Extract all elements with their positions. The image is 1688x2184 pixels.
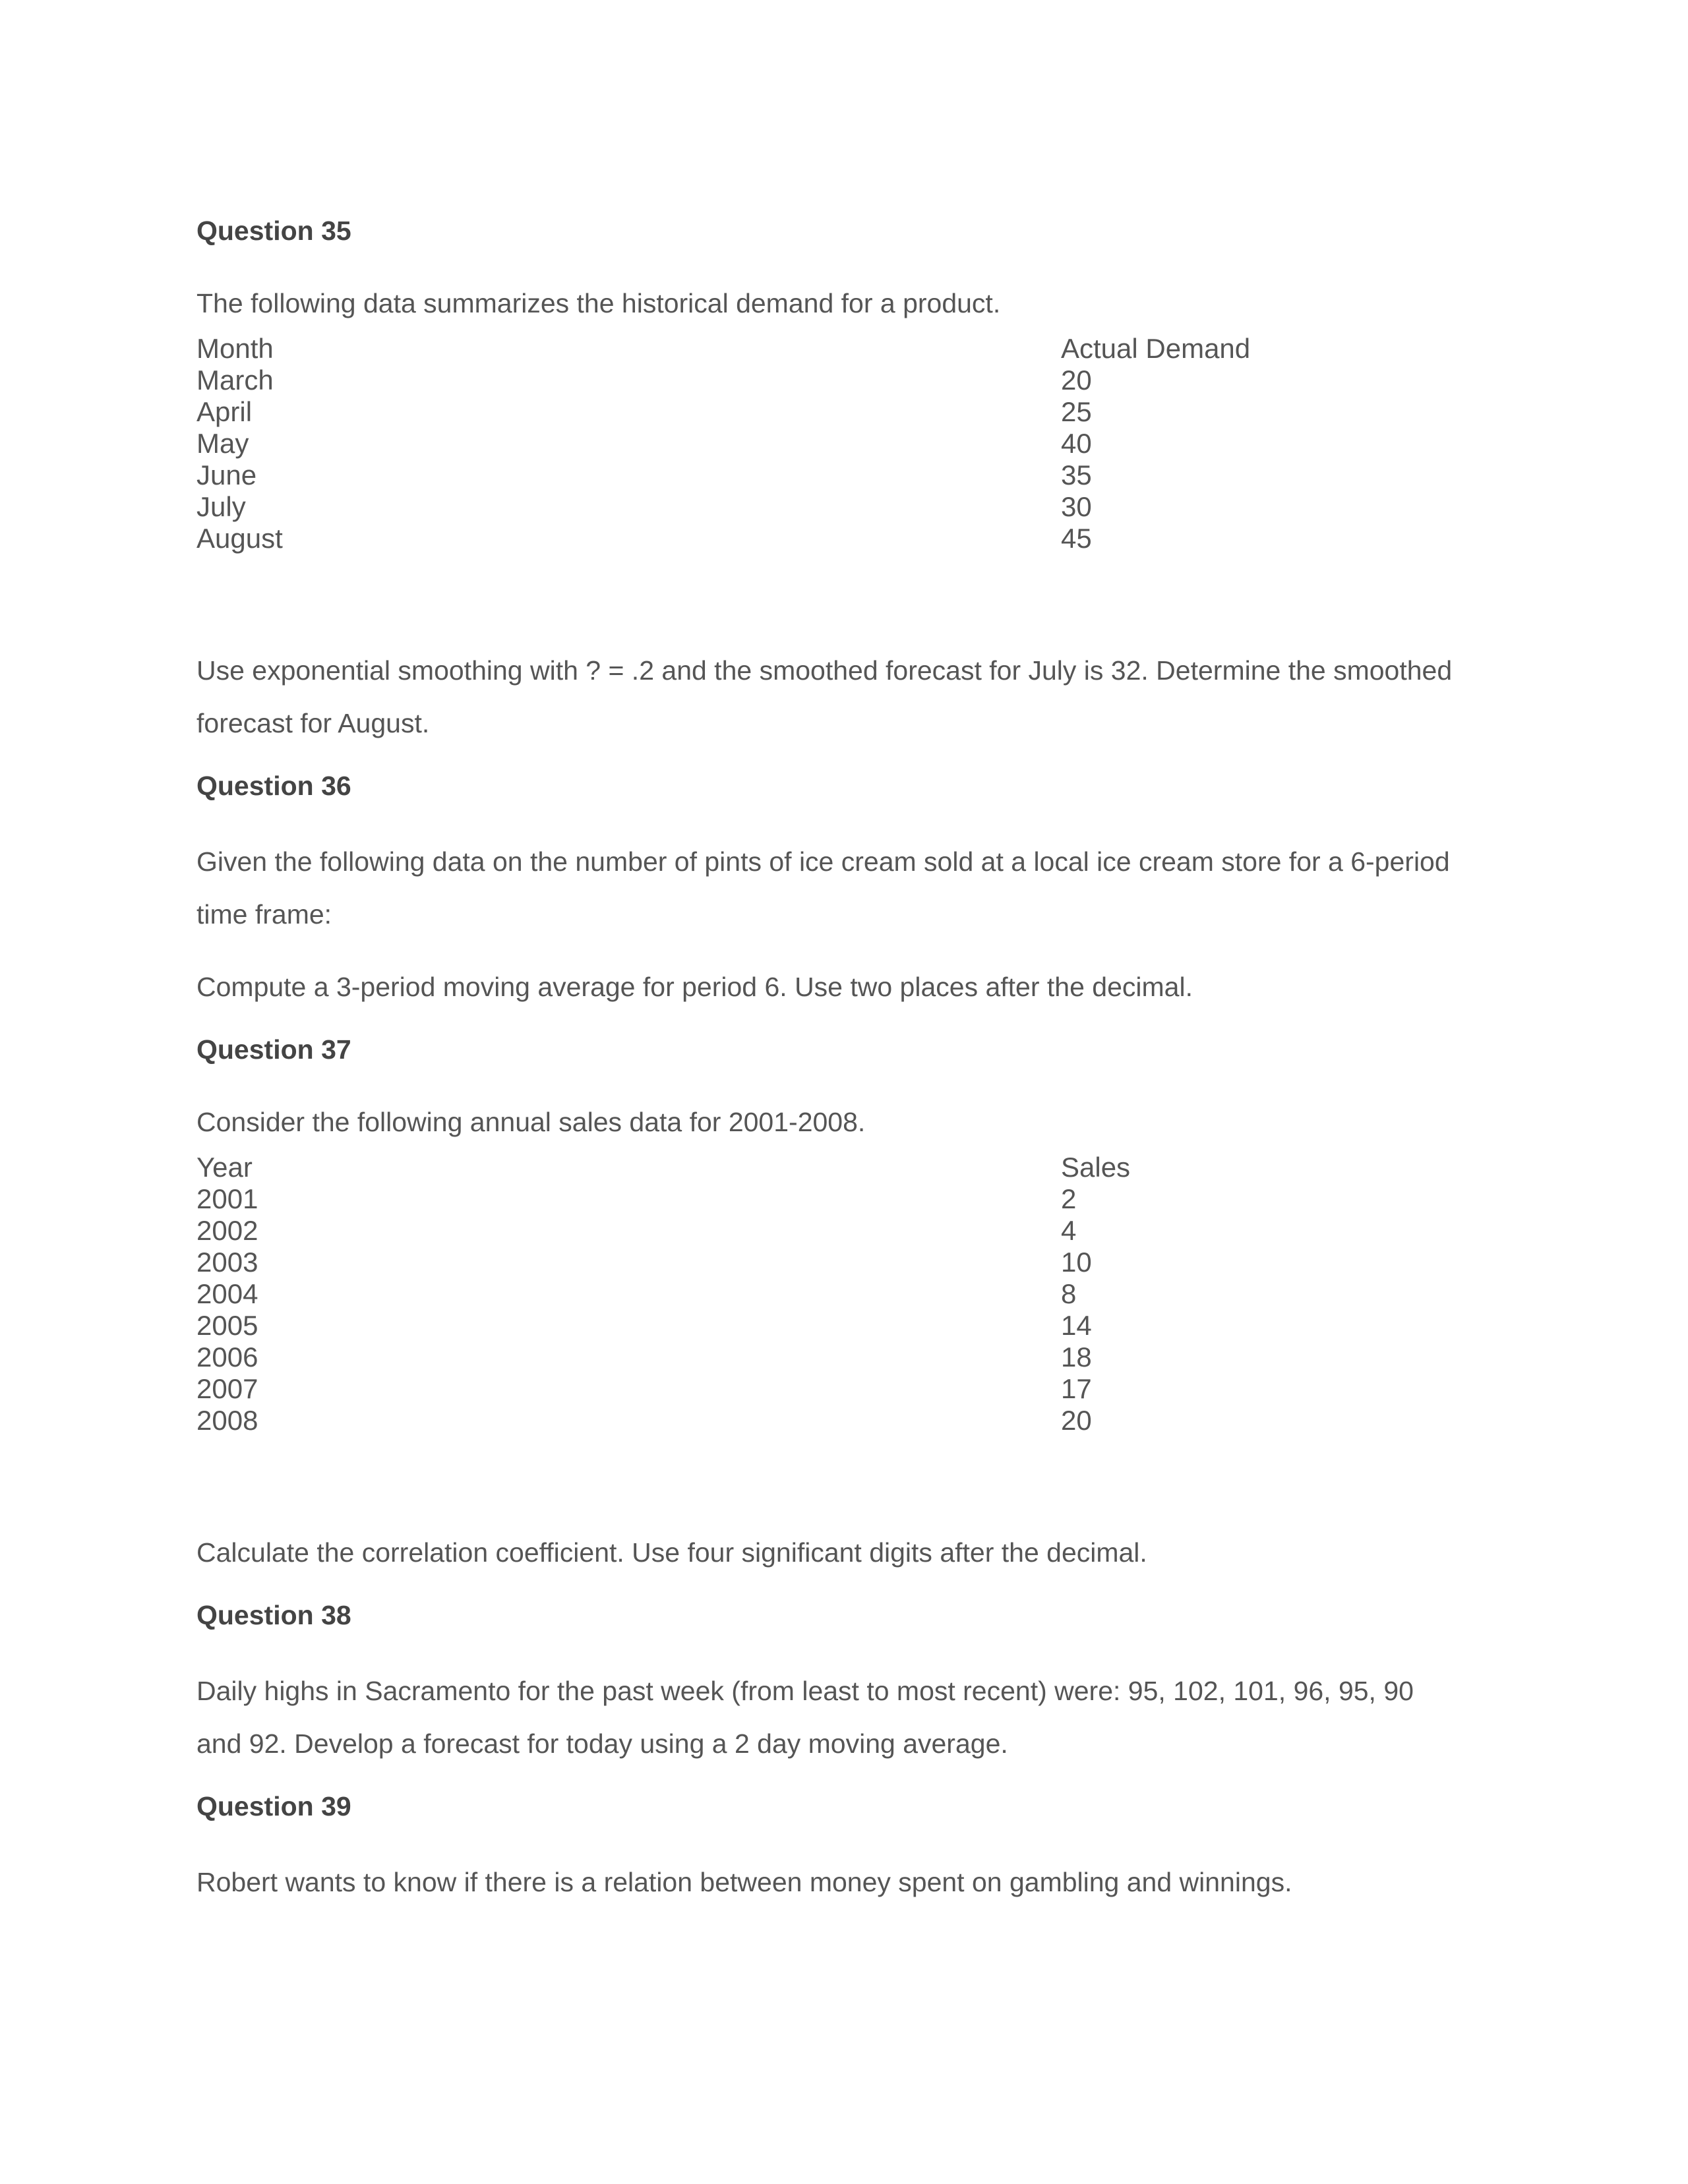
table-cell: June	[196, 459, 257, 490]
sales-table	[196, 1152, 1502, 1436]
question-body-line: Compute a 3-period moving average for period 6. Use two places after the decimal.	[196, 972, 1193, 1002]
year-column	[196, 1152, 1061, 1436]
question-body-line: Calculate the correlation coefficient. Use four significant digits after the decimal.	[196, 1537, 1147, 1568]
table-cell: 30	[1061, 491, 1092, 522]
question-36	[196, 769, 1502, 1013]
question-body-line: Daily highs in Sacramento for the past week (from least to most recent) were: 95, 102, 101, 96, 95, 90	[196, 1676, 1414, 1706]
question-heading: Question 36	[196, 771, 351, 801]
question-35	[196, 214, 1502, 750]
table-cell: 20	[1061, 1405, 1092, 1436]
table-cell: 2001	[196, 1183, 258, 1214]
table-cell: 2006	[196, 1342, 258, 1372]
table-cell: 2007	[196, 1373, 258, 1404]
question-intro: Consider the following annual sales data for 2001-2008.	[196, 1107, 866, 1137]
question-heading: Question 35	[196, 216, 351, 246]
table-cell: May	[196, 428, 249, 459]
demand-column	[1061, 333, 1325, 554]
question-body-line: Use exponential smoothing with ? = .2 and the smoothed forecast for July is 32. Determine the smoothed	[196, 655, 1453, 686]
sales-column	[1061, 1152, 1325, 1436]
question-heading: Question 38	[196, 1600, 351, 1630]
question-body-line: time frame:	[196, 899, 332, 930]
question-heading: Question 37	[196, 1034, 351, 1065]
table-cell: 2004	[196, 1278, 258, 1309]
table-cell: 2008	[196, 1405, 258, 1436]
question-38	[196, 1599, 1502, 1770]
table-header-month: Month	[196, 333, 274, 364]
table-cell: 20	[1061, 365, 1092, 396]
table-cell: August	[196, 523, 283, 554]
table-cell: March	[196, 365, 274, 396]
table-cell: July	[196, 491, 246, 522]
table-cell: 2	[1061, 1183, 1077, 1214]
table-cell: April	[196, 396, 253, 427]
table-cell: 35	[1061, 459, 1092, 490]
question-body-line: and 92. Develop a forecast for today using a 2 day moving average.	[196, 1728, 1008, 1759]
table-cell: 4	[1061, 1215, 1077, 1246]
question-intro: The following data summarizes the historical demand for a product.	[196, 288, 1001, 318]
table-cell: 45	[1061, 523, 1092, 554]
table-cell: 10	[1061, 1247, 1092, 1278]
question-heading: Question 39	[196, 1791, 351, 1821]
table-cell: 8	[1061, 1278, 1077, 1309]
question-body-line: Given the following data on the number of pints of ice cream sold at a local ice cream store for a 6-period	[196, 846, 1450, 877]
month-column	[196, 333, 1061, 554]
question-body-line: Robert wants to know if there is a relation between money spent on gambling and winnings.	[196, 1867, 1292, 1897]
question-37	[196, 1033, 1502, 1579]
table-cell: 25	[1061, 396, 1092, 427]
demand-table	[196, 333, 1502, 554]
table-cell: 14	[1061, 1310, 1092, 1341]
question-body-line: forecast for August.	[196, 708, 430, 738]
table-cell: 2002	[196, 1215, 258, 1246]
document-page	[196, 214, 1502, 1908]
table-cell: 2005	[196, 1310, 258, 1341]
table-header-year: Year	[196, 1152, 253, 1183]
table-cell: 40	[1061, 428, 1092, 459]
table-cell: 17	[1061, 1373, 1092, 1404]
table-cell: 2003	[196, 1247, 258, 1278]
question-39	[196, 1790, 1502, 1908]
table-header-demand: Actual Demand	[1061, 333, 1251, 364]
table-cell: 18	[1061, 1342, 1092, 1372]
table-header-sales: Sales	[1061, 1152, 1131, 1183]
